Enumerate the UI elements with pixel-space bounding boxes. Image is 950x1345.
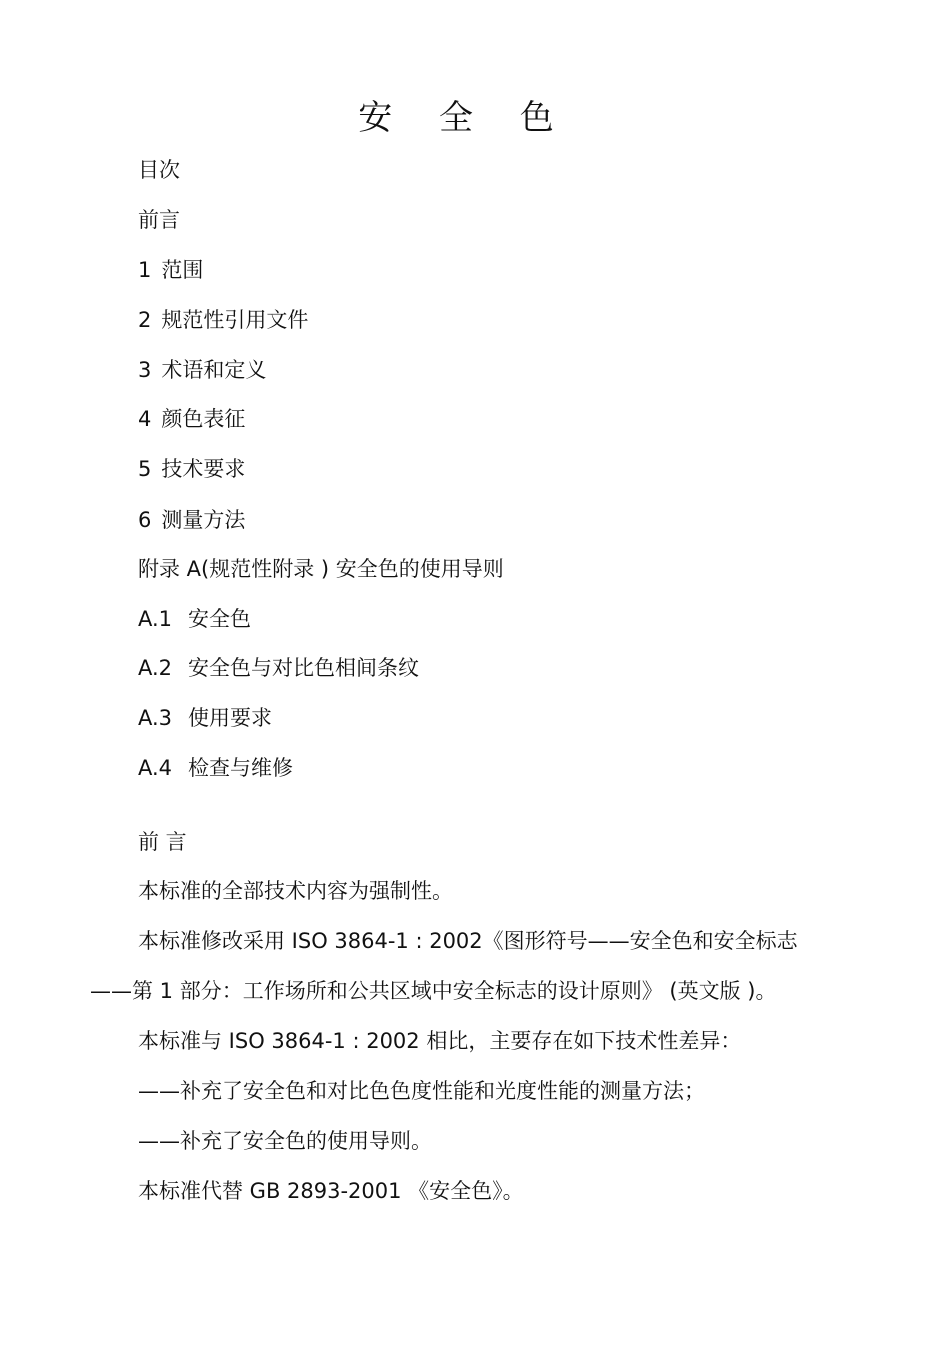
- foreword-paragraph: 本标准代替 GB 2893-2001 《安全色》。: [138, 1179, 524, 1203]
- toc-item-number: 6: [138, 508, 152, 532]
- toc-item-number: 4: [138, 407, 152, 431]
- toc-item-a2: [138, 653, 419, 683]
- toc-item-label: 前言: [138, 208, 180, 232]
- foreword-list-item: ——补充了安全色的使用导则。: [138, 1129, 432, 1153]
- toc-item-6: [138, 505, 245, 535]
- toc-item-number: A.3: [138, 706, 173, 730]
- foreword-paragraph: 本标准的全部技术内容为强制性。: [138, 879, 453, 903]
- toc-item-number: 1: [138, 258, 152, 282]
- toc-item-label: 附录 A(规范性附录 ) 安全色的使用导则: [138, 557, 504, 581]
- toc-item-label: 测量方法: [161, 508, 246, 532]
- toc-item-label: 术语和定义: [161, 358, 267, 382]
- toc-item-label: 安全色与对比色相间条纹: [188, 656, 420, 680]
- toc-item-label: 技术要求: [161, 457, 246, 481]
- foreword-paragraph: 本标准修改采用 ISO 3864-1 : 2002《图形符号——安全色和安全标志: [138, 929, 798, 953]
- foreword-list-item: ——补充了安全色和对比色色度性能和光度性能的测量方法；: [138, 1079, 705, 1103]
- toc-item-number: 3: [138, 358, 152, 382]
- toc-item-number: A.2: [138, 656, 173, 680]
- foreword-paragraph: 本标准与 ISO 3864-1 : 2002 相比，主要存在如下技术性差异：: [138, 1029, 742, 1053]
- toc-item-5: [138, 454, 245, 484]
- foreword-paragraph-continuation: ——第 1 部分：工作场所和公共区域中安全标志的设计原则》 (英文版 )。: [90, 979, 777, 1003]
- toc-item-label: 颜色表征: [161, 407, 246, 431]
- toc-item-number: 5: [138, 457, 152, 481]
- toc-item-label: 规范性引用文件: [161, 308, 309, 332]
- toc-item-number: 2: [138, 308, 152, 332]
- toc-item-3: [138, 355, 266, 385]
- toc-item-a4: [138, 753, 293, 783]
- toc-item-label: 使用要求: [188, 706, 273, 730]
- toc-item-label: 检查与维修: [188, 756, 294, 780]
- toc-item-2: [138, 305, 308, 335]
- toc-item-a1: [138, 604, 251, 634]
- document-title: 安 全 色: [358, 98, 572, 138]
- toc-item-label: 安全色: [188, 607, 252, 631]
- toc-item-a3: [138, 703, 272, 733]
- foreword-heading: 前 言: [138, 830, 187, 854]
- toc-item-4: [138, 404, 245, 434]
- toc-item-label: 范围: [161, 258, 204, 282]
- toc-item-foreword: [138, 205, 180, 235]
- toc-heading: 目次: [138, 158, 180, 182]
- toc-item-number: A.1: [138, 607, 173, 631]
- toc-item-appendix-a: [138, 554, 504, 584]
- toc-item-number: A.4: [138, 756, 173, 780]
- toc-item-1: [138, 255, 203, 285]
